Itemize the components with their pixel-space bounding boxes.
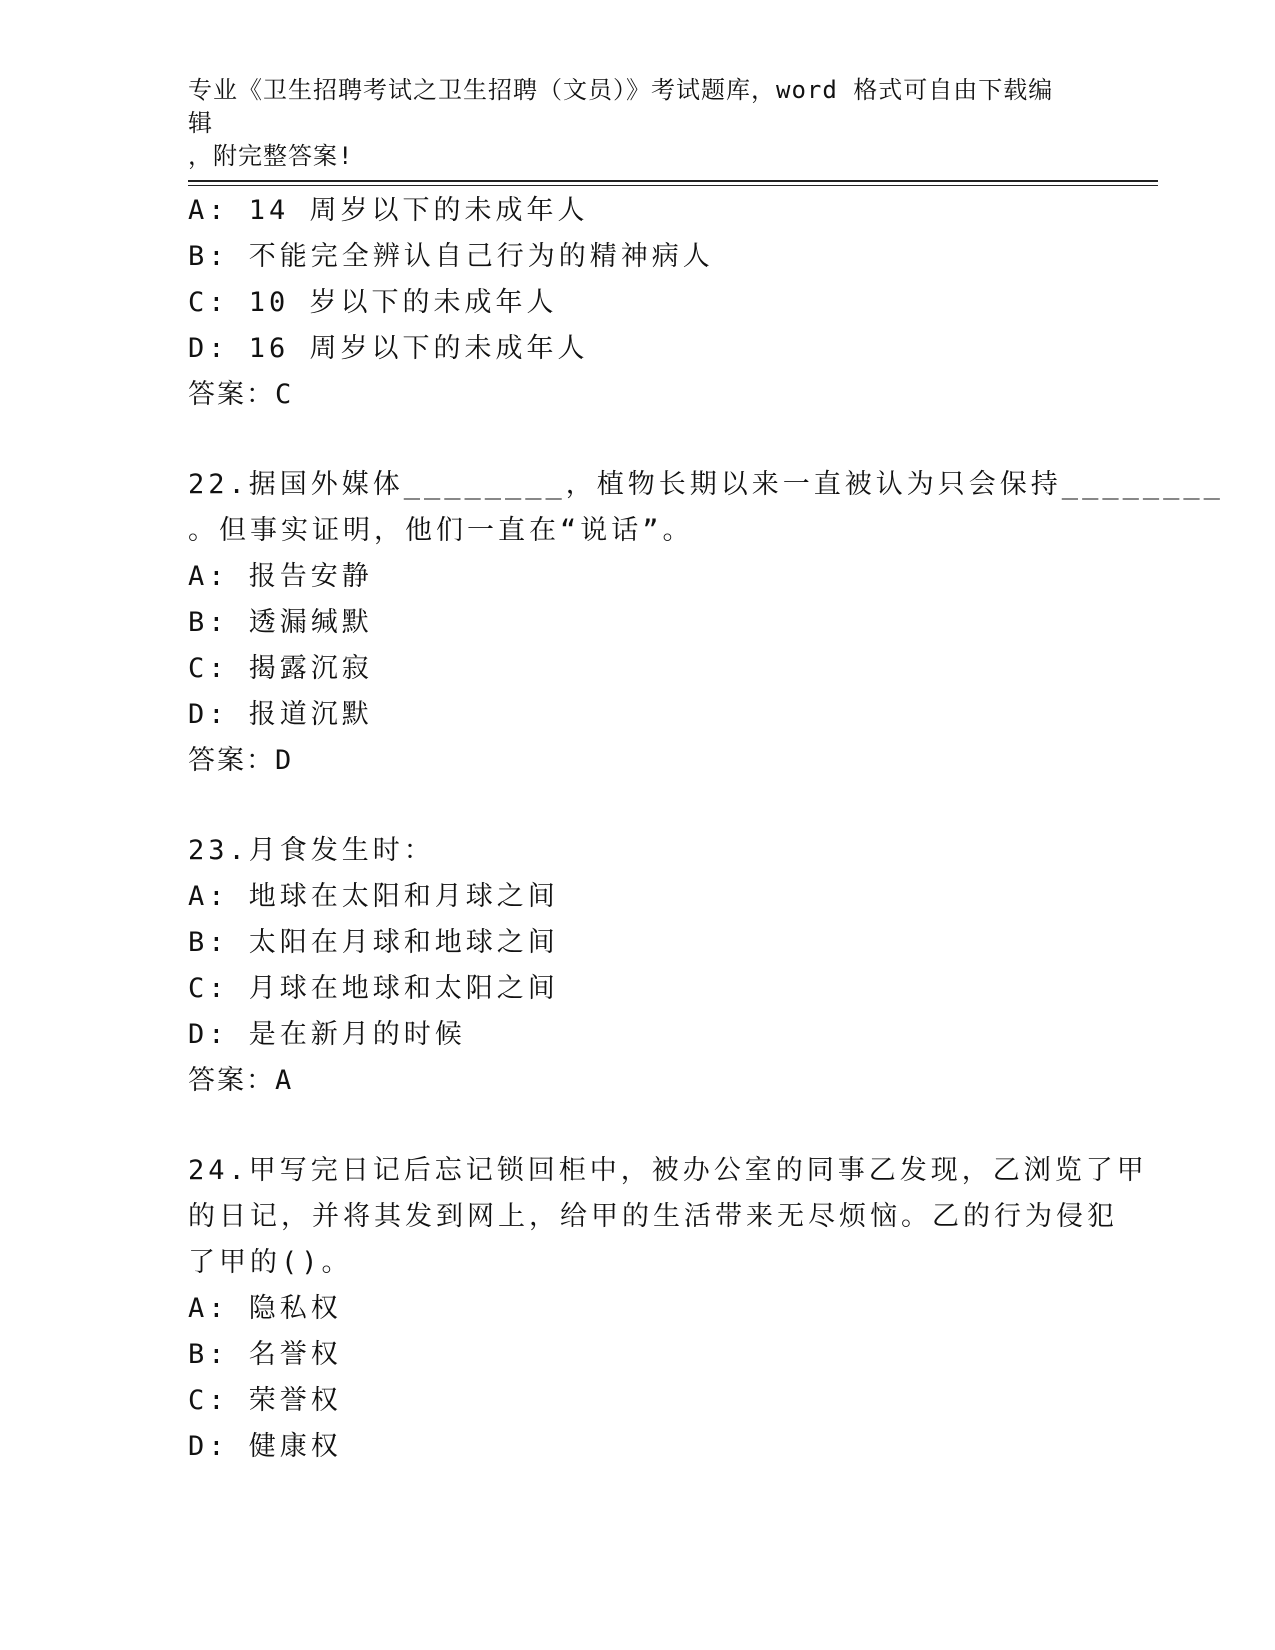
option-b: B: 名誉权 (188, 1339, 342, 1370)
option-d: D: 健康权 (188, 1431, 342, 1462)
option-b: B: 太阳在月球和地球之间 (188, 927, 559, 958)
option-d: D: 是在新月的时候 (188, 1019, 466, 1050)
option-d: D: 16 周岁以下的未成年人 (188, 333, 589, 364)
spacer (188, 1104, 1088, 1148)
option-b: B: 透漏缄默 (188, 607, 373, 638)
question-21 (188, 188, 1088, 418)
option-a: A: 14 周岁以下的未成年人 (188, 195, 589, 226)
question-stem-line: 24.甲写完日记后忘记锁回柜中，被办公室的同事乙发现，乙浏览了甲 (188, 1155, 1148, 1186)
question-stem-line: 22.据国外媒体________，植物长期以来一直被认为只会保持________ (188, 469, 1224, 500)
option-a: A: 隐私权 (188, 1293, 342, 1324)
option-c: C: 10 岁以下的未成年人 (188, 287, 558, 318)
header-line-2: ，附完整答案! (188, 142, 354, 170)
question-list (188, 188, 1224, 1470)
option-c: C: 月球在地球和太阳之间 (188, 973, 559, 1004)
answer-key: 答案：D (188, 745, 294, 776)
answer-key: 答案：A (188, 1065, 294, 1096)
question-stem-line: 的日记，并将其发到网上，给甲的生活带来无尽烦恼。乙的行为侵犯 (188, 1201, 1118, 1232)
option-b: B: 不能完全辨认自己行为的精神病人 (188, 241, 714, 272)
page-header (188, 74, 1078, 173)
answer-key: 答案：C (188, 379, 294, 410)
spacer (188, 418, 1088, 462)
header-divider (188, 180, 1158, 186)
header-line-1: 专业《卫生招聘考试之卫生招聘（文员）》考试题库，word 格式可自由下载编辑 (188, 76, 1054, 137)
option-c: C: 揭露沉寂 (188, 653, 373, 684)
question-stem-line: 了甲的()。 (188, 1247, 353, 1278)
spacer (188, 784, 1088, 828)
question-22 (188, 462, 1224, 784)
question-stem-line: 23.月食发生时： (188, 835, 435, 866)
option-d: D: 报道沉默 (188, 699, 373, 730)
question-24 (188, 1148, 1148, 1470)
option-a: A: 报告安静 (188, 561, 373, 592)
option-c: C: 荣誉权 (188, 1385, 342, 1416)
option-a: A: 地球在太阳和月球之间 (188, 881, 559, 912)
question-23 (188, 828, 1088, 1104)
question-stem-line: 。但事实证明，他们一直在“说话”。 (188, 515, 694, 546)
